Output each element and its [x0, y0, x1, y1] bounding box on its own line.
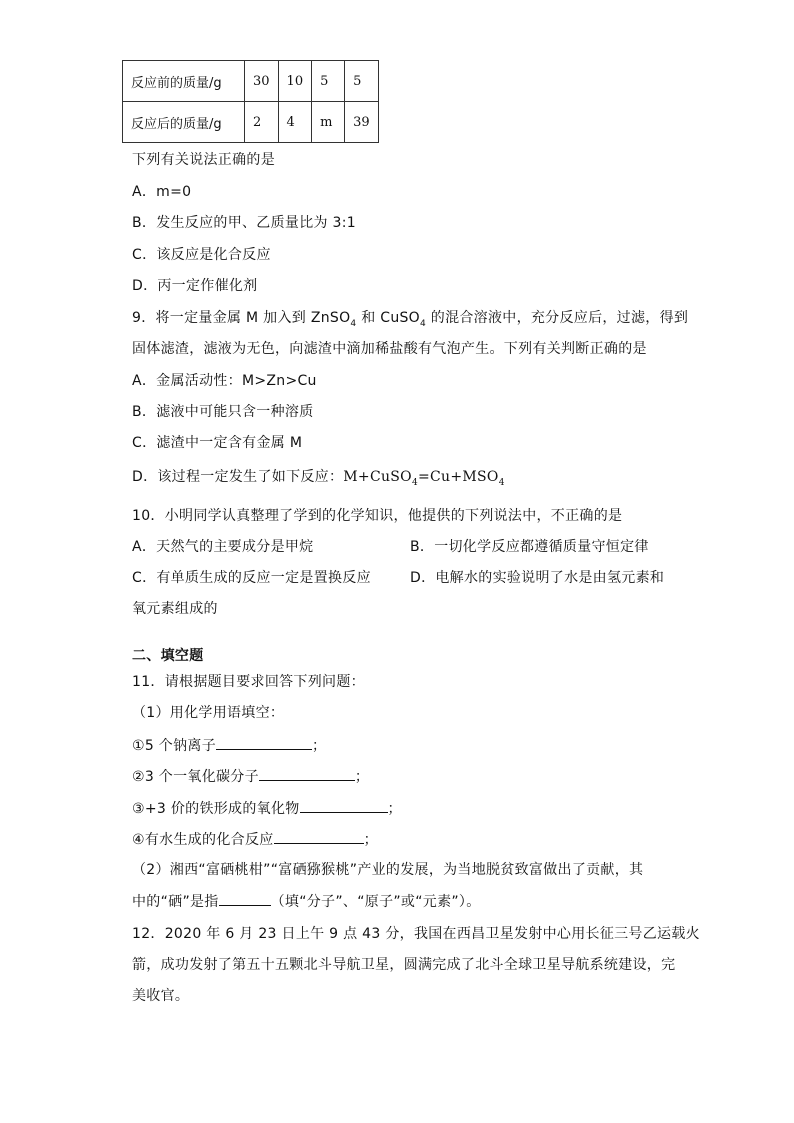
answer-blank[interactable] [216, 735, 312, 750]
q12-line3: 美收官。 [132, 988, 190, 1004]
q10-option-a: A．天然气的主要成分是甲烷 [132, 539, 314, 555]
table-row [123, 61, 379, 102]
formula: =Cu+MSO [417, 469, 499, 485]
table-cell: 5 [312, 61, 345, 102]
answer-blank[interactable] [219, 891, 271, 906]
q11-item2 [132, 766, 369, 787]
q11-item1 [132, 735, 326, 756]
subscript: 4 [498, 477, 505, 488]
formula: M+CuSO [343, 469, 412, 485]
item-text: （填“分子”、“原子”或“元素”）。 [270, 894, 481, 910]
answer-blank[interactable] [259, 766, 355, 781]
q10-option-d-cont: 氧元素组成的 [132, 601, 218, 617]
separator: ； [363, 832, 378, 848]
answer-blank[interactable] [300, 798, 388, 813]
q9-text: 9．将一定量金属 M 加入到 ZnSO [132, 310, 351, 326]
q9-option-c: C．滤渣中一定含有金属 M [132, 435, 303, 451]
q11-item3 [132, 798, 402, 819]
item-text: 中的“硒”是指 [132, 894, 219, 910]
separator: ； [312, 738, 327, 754]
item-text: ③+3 价的铁形成的氧化物 [132, 801, 300, 817]
q10-option-d: D．电解水的实验说明了水是由氢元素和 [410, 570, 665, 586]
q9-text: 的混合溶液中，充分反应后，过滤，得到 [426, 310, 689, 326]
table-cell: m [312, 102, 345, 143]
table-cell: 39 [345, 102, 379, 143]
table-cell: 30 [245, 61, 279, 102]
q11-part1: （1）用化学用语填空： [132, 705, 285, 721]
row-label: 反应后的质量/g [123, 102, 245, 143]
q9-stem-line1 [132, 308, 688, 334]
table-cell: 5 [345, 61, 379, 102]
answer-blank[interactable] [274, 829, 364, 844]
q9-option-a: A．金属活动性：M>Zn>Cu [132, 373, 317, 389]
q8-option-d: D．丙一定作催化剂 [132, 278, 258, 294]
q9-d-text: D．该过程一定发生了如下反应： [132, 469, 344, 485]
q9-stem-line2: 固体滤渣，滤液为无色，向滤渣中滴加稀盐酸有气泡产生。下列有关判断正确的是 [132, 341, 647, 357]
q8-stem: 下列有关说法正确的是 [132, 152, 275, 168]
mass-table [122, 60, 379, 143]
q9-option-d [132, 467, 505, 493]
q10-option-c: C．有单质生成的反应一定是置换反应 [132, 570, 371, 586]
separator: ； [387, 801, 402, 817]
q11-part2-line2 [132, 891, 481, 912]
table-cell: 10 [278, 61, 312, 102]
separator: ； [354, 769, 370, 785]
q8-option-a: A．m=0 [132, 184, 192, 200]
table-row [123, 102, 379, 143]
q10-stem: 10．小明同学认真整理了学到的化学知识，他提供的下列说法中，不正确的是 [132, 508, 623, 524]
subscript: 4 [420, 318, 427, 329]
item-text: ④有水生成的化合反应 [132, 832, 274, 848]
q11-stem: 11．请根据题目要求回答下列问题： [132, 674, 365, 690]
q10-row1 [132, 537, 732, 557]
item-text: ①5 个钠离子 [132, 738, 217, 754]
row-label: 反应前的质量/g [123, 61, 245, 102]
q8-option-c: C．该反应是化合反应 [132, 247, 271, 263]
q10-row2 [132, 568, 732, 588]
subscript: 4 [350, 318, 357, 329]
subscript: 4 [411, 477, 418, 488]
q8-option-b: B．发生反应的甲、乙质量比为 3:1 [132, 215, 356, 231]
q9-text: 和 CuSO [356, 310, 420, 326]
q9-option-b: B．滤液中可能只含一种溶质 [132, 404, 314, 420]
table-cell: 2 [245, 102, 279, 143]
section-title: 二、填空题 [132, 648, 204, 664]
q12-line1: 12．2020 年 6 月 23 日上午 9 点 43 分，我国在西昌卫星发射中心用长征三号乙运载火 [132, 926, 700, 942]
q11-item4 [132, 829, 378, 850]
q11-part2-line1: （2）湘西“富硒桃柑”“富硒猕猴桃”产业的发展，为当地脱贫致富做出了贡献，其 [132, 862, 644, 878]
table-cell: 4 [278, 102, 312, 143]
q12-line2: 箭，成功发射了第五十五颗北斗导航卫星，圆满完成了北斗全球卫星导航系统建设，完 [132, 957, 676, 973]
item-text: ②3 个一氧化碳分子 [132, 769, 259, 785]
q10-option-b: B．一切化学反应都遵循质量守恒定律 [410, 539, 649, 555]
